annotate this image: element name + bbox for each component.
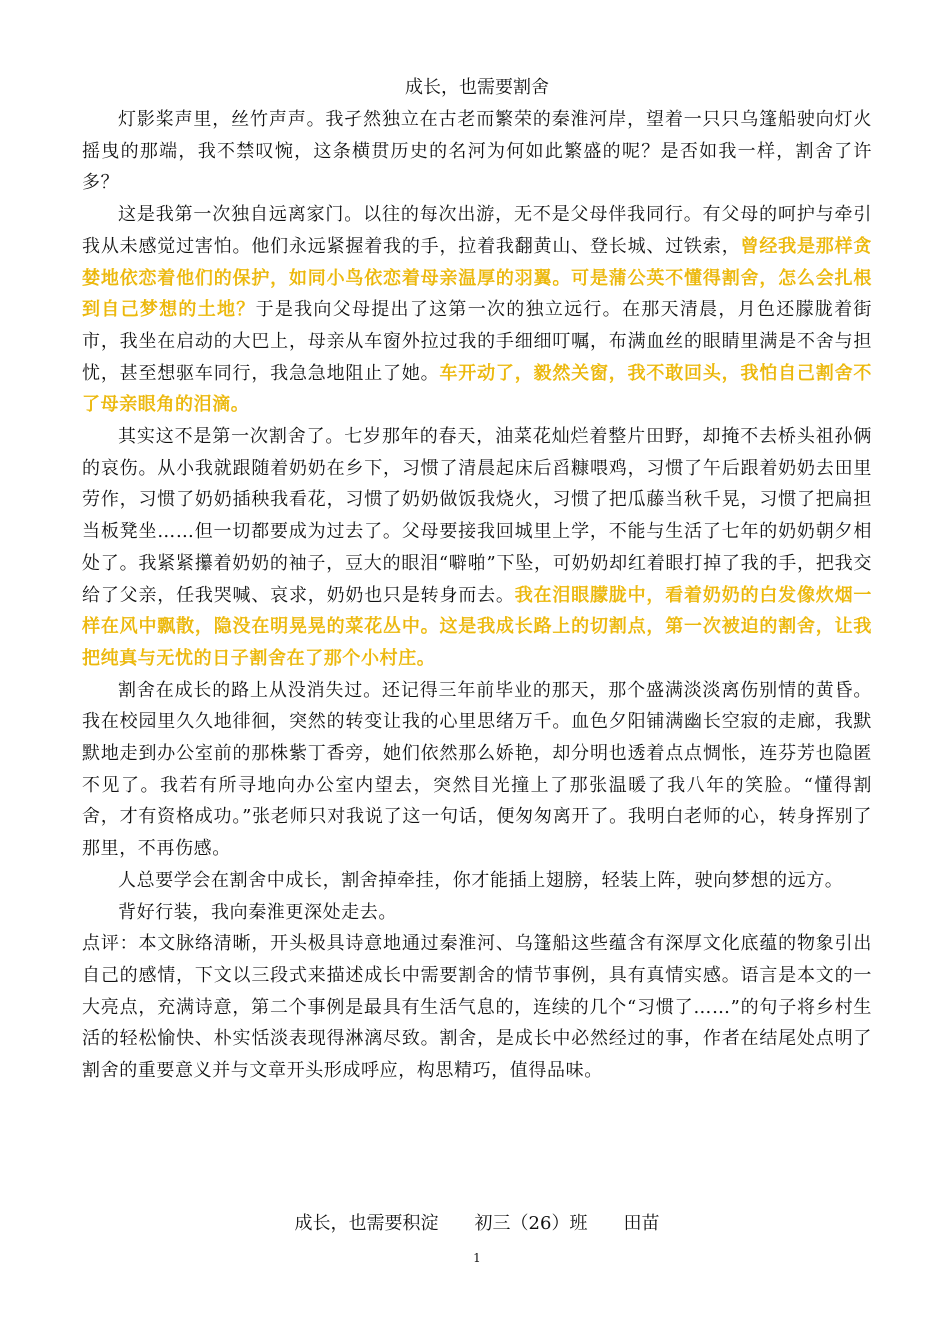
essay-title: 成长，也需要割舍 (405, 77, 549, 98)
essay-paragraph (82, 675, 872, 865)
essay-paragraph (82, 897, 872, 929)
paragraph-text: 灯影桨声里，丝竹声声。我孑然独立在古老而繁荣的秦淮河岸，望着一只只乌篷船驶向灯火摇曳的那端，我不禁叹惋，这条横贯历史的名河为何如此繁盛的呢？是否如我一样，割舍了许多？ (82, 109, 872, 194)
paragraph-text: 其实这不是第一次割舍了。七岁那年的春天，油菜花灿烂着整片田野，却掩不去桥头祖孙俩的哀伤。从小我就跟随着奶奶在乡下，习惯了清晨起床后舀糠喂鸡，习惯了午后跟着奶奶去田里劳作，习惯了奶奶插秧我看花，习惯了奶奶做饭我烧火，习惯了把瓜藤当秋千晃，习惯了把扁担当板凳坐……但一切都要成为过去了。父母要接我回城里上学，不能与生活了七年的奶奶朝夕相处了。我紧紧攥着奶奶的袖子，豆大的眼泪“噼啪”下坠，可奶奶却红着眼打掉了我的手，把我交给了父亲，任我哭喊、哀求，奶奶也只是转身而去。 (82, 426, 872, 606)
next-essay-title: 成长，也需要积淀 初三（26）班 田苗 (294, 1213, 660, 1234)
essay-paragraph (82, 421, 872, 675)
essay-paragraph (82, 104, 872, 199)
paragraph-text: 于是我向父母提出了这第一次的独立远行。在那天清晨，月色还朦胧着街市，我坐在启动的大巴上，母亲从车窗外拉过我的手细细叮嘱，布满血丝的眼睛里满是不舍与担忧，甚至想驱车同行，我急急地阻止了她。 (82, 299, 872, 384)
review-paragraph: 点评：本文脉络清晰，开头极具诗意地通过秦淮河、乌篷船这些蕴含有深厚文化底蕴的物象引出自己的感情，下文以三段式来描述成长中需要割舍的情节事例，具有真情实感。语言是本文的一大亮点，充满诗意，第二个事例是最具有生活气息的，连续的几个“习惯了……”的句子将乡村生活的轻松愉快、朴实恬淡表现得淋漓尽致。割舍，是成长中必然经过的事，作者在结尾处点明了割舍的重要意义并与文章开头形成呼应，构思精巧，值得品味。 (82, 933, 872, 1082)
document-page (82, 0, 872, 1344)
highlighted-sentence: 曾经我是那样贪婪地依恋着他们的保护，如同小鸟依恋着母亲温厚的羽翼。可是蒲公英不懂得割舍，怎么会扎根到自己梦想的土地？ (82, 235, 873, 321)
essay-paragraph (82, 865, 872, 897)
paragraph-text: 割舍在成长的路上从没消失过。还记得三年前毕业的那天，那个盛满淡淡离伤别情的黄昏。我在校园里久久地徘徊，突然的转变让我的心里思绪万千。血色夕阳铺满幽长空寂的走廊，我默默地走到办公室前的那株紫丁香旁，她们依然那么娇艳，却分明也透着点点惆怅，连芬芳也隐匿不见了。我若有所寻地向办公室内望去，突然目光撞上了那张温暖了我八年的笑脸。“懂得割舍，才有资格成功。”张老师只对我说了这一句话，便匆匆离开了。我明白老师的心，转身挥别了那里，不再伤感。 (82, 679, 872, 860)
paragraph-text: 这是我第一次独自远离家门。以往的每次出游，无不是父母伴我同行。有父母的呵护与牵引我从未感觉过害怕。他们永远紧握着我的手，拉着我翻黄山、登长城、过铁索， (82, 204, 872, 257)
essay-body (82, 104, 872, 1087)
page-number: 1 (473, 1251, 481, 1265)
paragraph-text: 背好行装，我向秦淮更深处走去。 (118, 901, 397, 923)
essay-paragraph (82, 199, 872, 421)
highlighted-sentence: 我在泪眼朦胧中，看着奶奶的白发像炊烟一样在风中飘散，隐没在明晃晃的菜花丛中。这是我成长路上的切割点，第一次被迫的割舍，让我把纯真与无忧的日子割舍在了那个小村庄。 (82, 584, 872, 669)
highlighted-sentence: 车开动了，毅然关窗，我不敢回头，我怕自己割舍不了母亲眼角的泪滴。 (82, 362, 872, 416)
paragraph-text: 人总要学会在割舍中成长，割舍掉牵挂，你才能插上翅膀，轻装上阵，驶向梦想的远方。 (118, 869, 844, 891)
